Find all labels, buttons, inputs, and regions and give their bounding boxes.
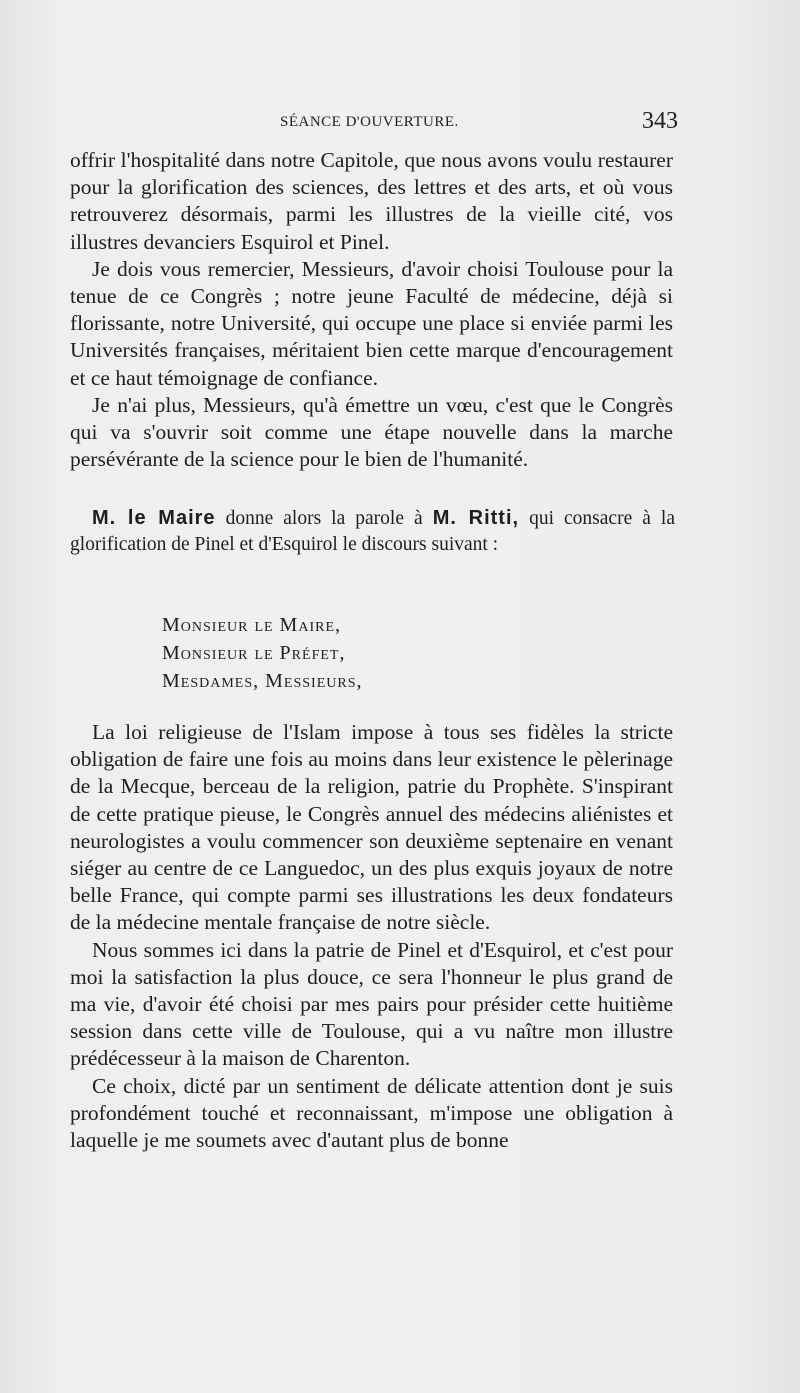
paragraph: Ce choix, dicté par un sentiment de délicate attention dont je suis profondément touché et reconnaissant, m'impose une obligation à laquelle je me soumets avec d'autant plus de bonne xyxy=(70,1073,673,1153)
announcement-text: donne alors la parole à xyxy=(225,508,423,529)
page-number: 343 xyxy=(642,108,678,134)
speaker-name-ritti: M. Ritti, xyxy=(432,507,520,529)
text-block-speech xyxy=(70,719,673,1154)
announcement-paragraph xyxy=(70,505,675,558)
paragraph: La loi religieuse de l'Islam impose à tous ses fidèles la stricte obligation de faire une fois au moins dans leur existence le pèlerinage de la Mecque, berceau de la religion, patrie du Prophète. S'inspirant de cette pratique pieuse, le Congrès annuel des médecins aliénistes et neurologistes a voulu commencer son deuxième septenaire en venant siéger au centre de ce Languedoc, un des plus exquis joyaux de notre belle France, qui compte parmi ses illustrations les deux fondateurs de la médecine mentale française de notre siècle. xyxy=(70,720,673,935)
speaker-name-maire: M. le Maire xyxy=(92,507,216,529)
paragraph: Je n'ai plus, Messieurs, qu'à émettre un vœu, c'est que le Congrès qui va s'ouvrir soit comme une étape nouvelle dans la marche persévérante de la science pour le bien de l'humanité. xyxy=(70,392,673,472)
paragraph: Je dois vous remercier, Messieurs, d'avoir choisi Toulouse pour la tenue de ce Congrès ; notre jeune Faculté de médecine, déjà si florissante, notre Université, qui occupe une place si enviée parmi les Universités françaises, méritaient bien cette marque d'encouragement et ce haut témoignage de confiance. xyxy=(70,256,673,390)
salutation-line: Mesdames, Messieurs, xyxy=(162,670,363,692)
running-head xyxy=(70,108,680,136)
paragraph: offrir l'hospitalité dans notre Capitole, que nous avons voulu restaurer pour la glorification des sciences, des lettres et des arts, et où vous retrouverez désormais, parmi les illustres de la vieille cité, vos illustres devanciers Esquirol et Pinel. xyxy=(70,148,673,254)
salutation-line: Monsieur le Maire, xyxy=(162,614,342,636)
running-head-title: SÉANCE D'OUVERTURE. xyxy=(280,114,459,130)
salutation xyxy=(162,611,362,695)
announcement-text: qui consacre à la glorification de Pinel et d'Esquirol le discours suivant : xyxy=(70,508,676,555)
text-block-opening xyxy=(70,147,673,473)
paragraph: Nous sommes ici dans la patrie de Pinel et d'Esquirol, et c'est pour moi la satisfaction la plus douce, ce sera l'honneur le plus grand de ma vie, d'avoir été choisi par mes pairs pour présider cette huitième session dans cette ville de Toulouse, qui a vu naître mon illustre prédécesseur à la maison de Charenton. xyxy=(70,937,673,1071)
salutation-line: Monsieur le Préfet, xyxy=(162,642,346,664)
